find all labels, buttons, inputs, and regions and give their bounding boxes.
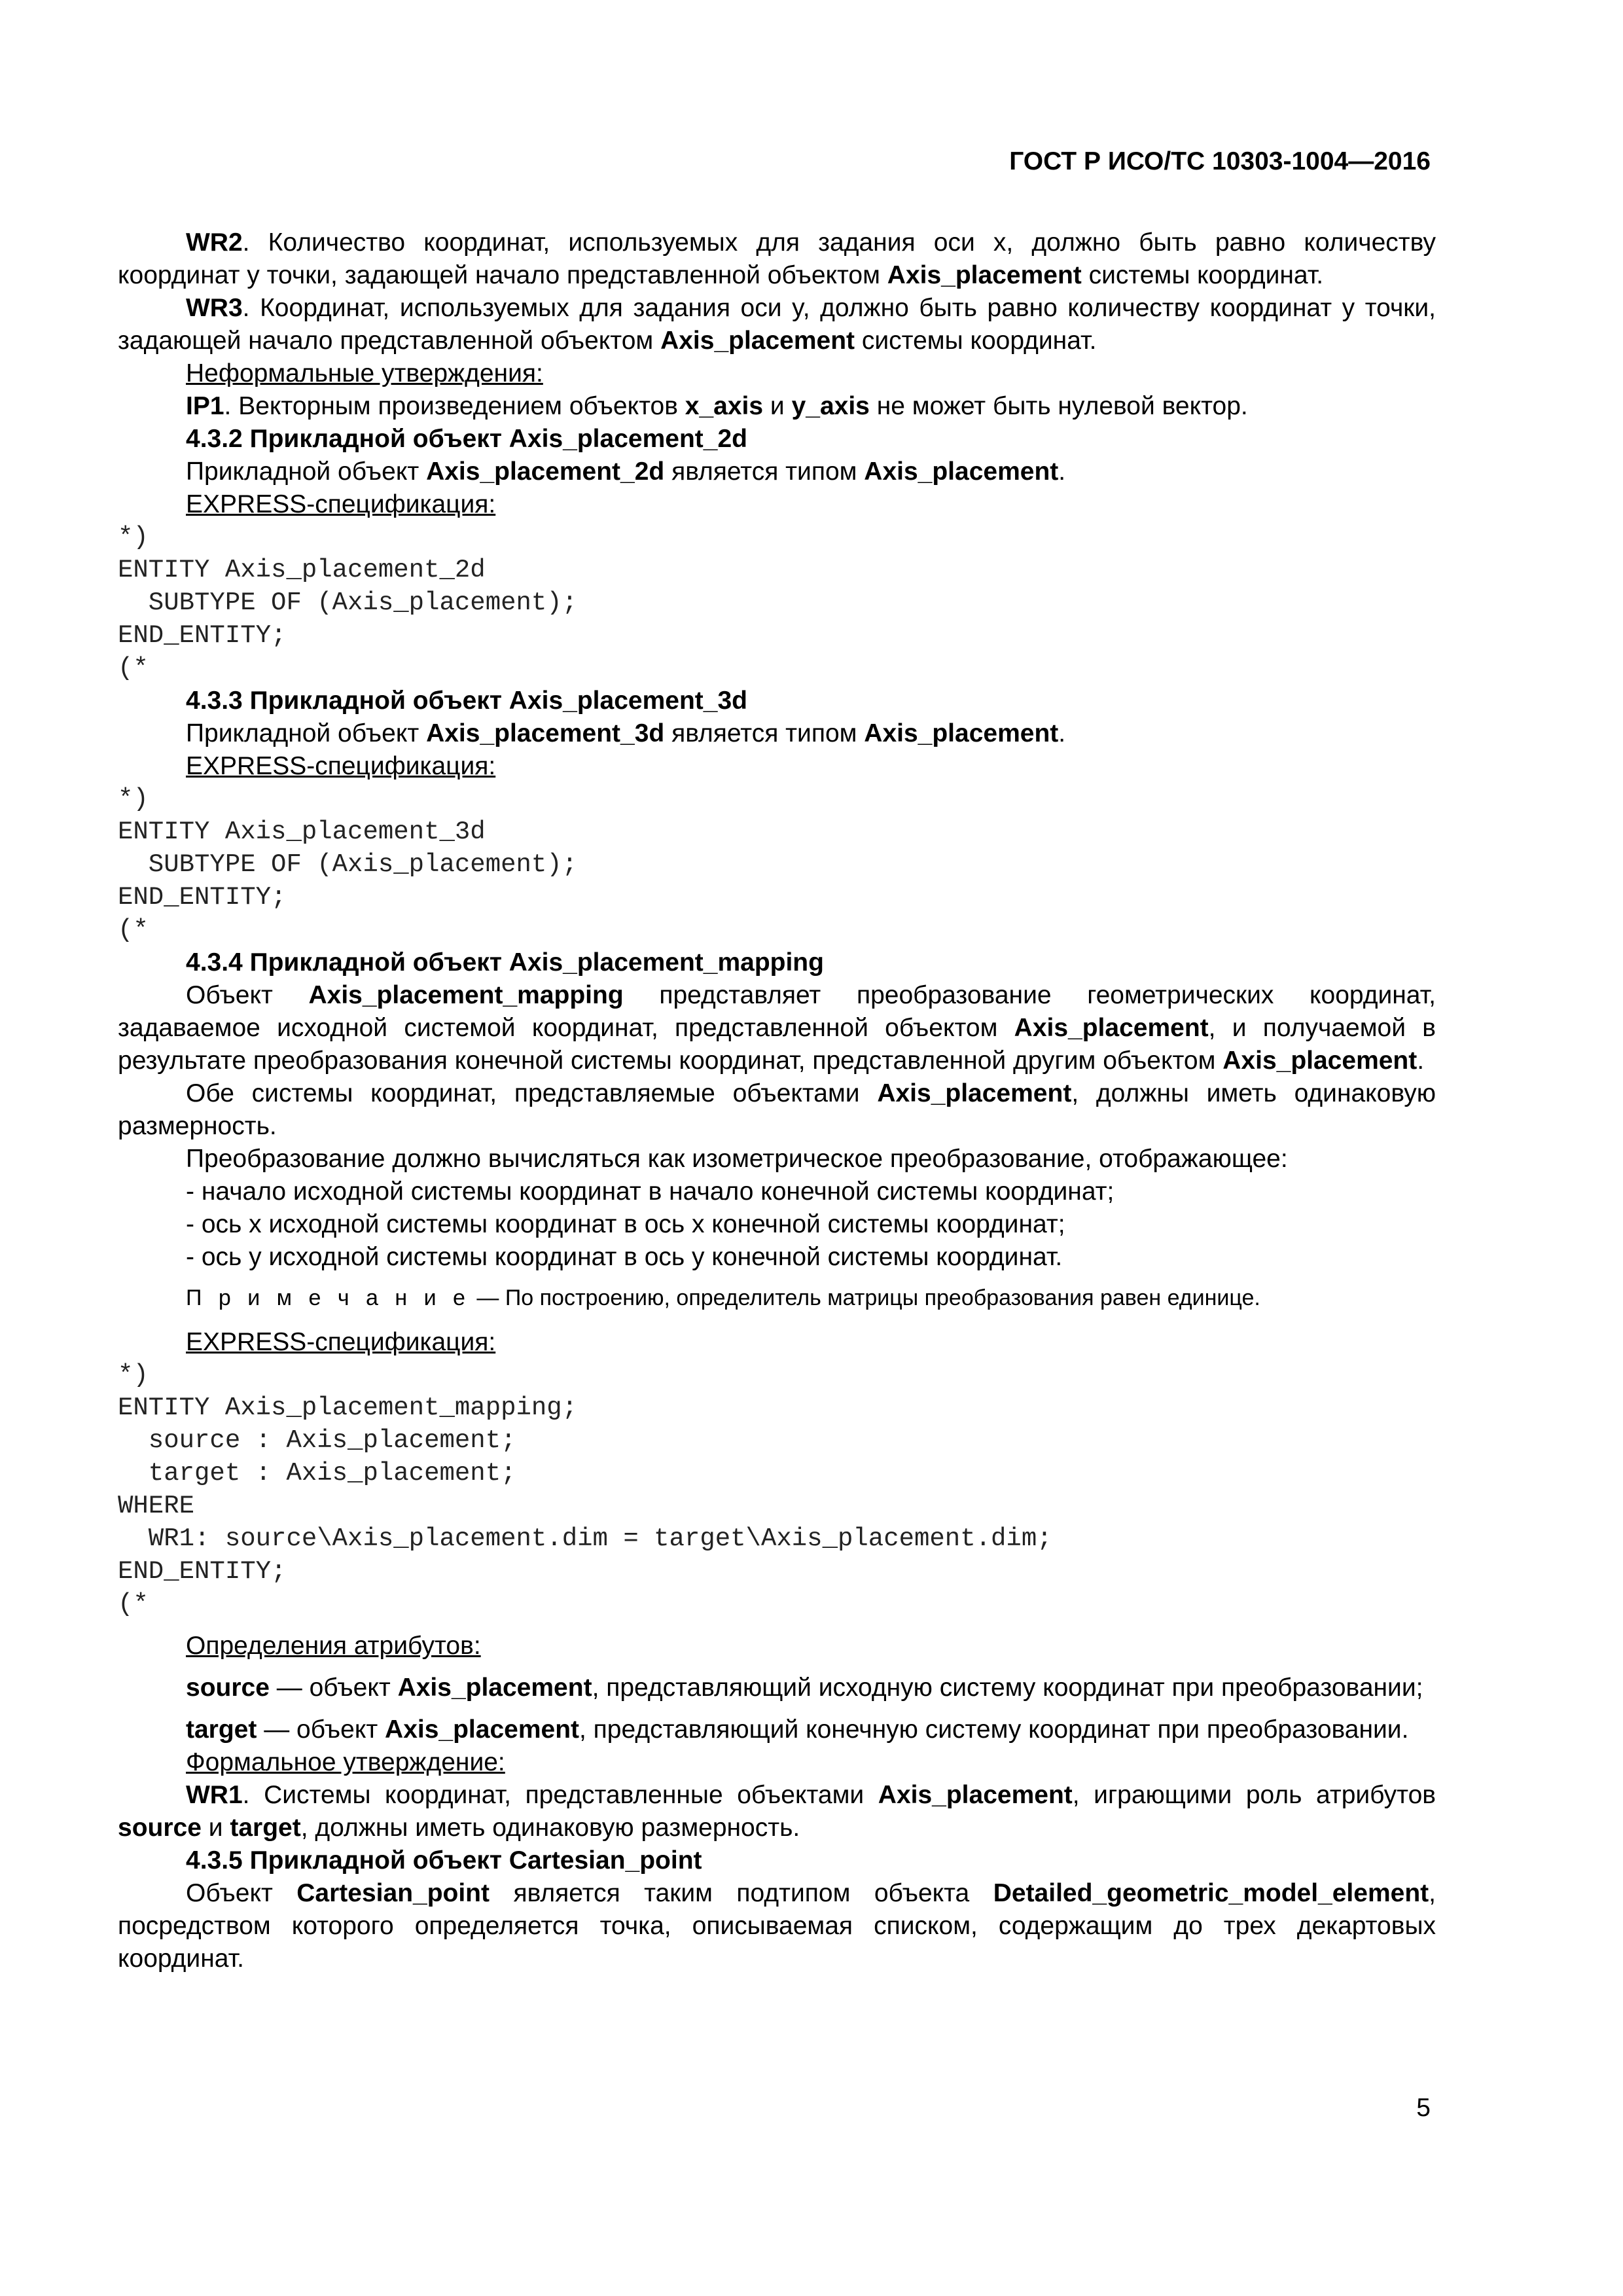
label: Неформальные утверждения:: [186, 359, 543, 387]
text: , представляющий исходную систему координат при преобразовании;: [592, 1674, 1423, 1702]
text: системы координат.: [855, 327, 1097, 355]
paragraph: Преобразование должно вычисляться как изометрическое преобразование, отображающее:: [186, 1145, 1288, 1173]
code-line: END_ENTITY;: [118, 883, 287, 912]
code-line: SUBTYPE OF (Axis_placement);: [118, 850, 578, 879]
term: Axis_placement: [864, 457, 1059, 486]
text: Прикладной объект: [186, 457, 427, 486]
section-heading-4-3-3: 4.3.3 Прикладной объект Axis_placement_3d: [186, 687, 747, 715]
text: , должны иметь одинаковую размерность.: [300, 1814, 800, 1842]
term: Axis_placement: [1014, 1014, 1209, 1042]
express-label: [118, 488, 1436, 521]
text: является таким подтипом объекта: [490, 1879, 993, 1907]
term: Axis_placement: [385, 1715, 580, 1744]
text: системы координат.: [1081, 261, 1324, 289]
text: .: [1058, 719, 1066, 747]
attribute-target: [118, 1713, 1436, 1746]
text: .: [1058, 457, 1066, 486]
paragraph: [118, 1877, 1436, 1975]
text: . Системы координат, представленные объектами: [242, 1781, 878, 1809]
label: Формальное утверждение:: [186, 1748, 505, 1776]
term: Axis_placement: [864, 719, 1059, 747]
code-line: (*: [118, 916, 149, 944]
label: EXPRESS-спецификация:: [186, 752, 496, 780]
text: Обе системы координат, представляемые объектами: [186, 1079, 878, 1107]
text: Объект: [186, 981, 309, 1009]
text: , и получаемой в результате преобразования конечной системы координат, представленной другим объектом: [118, 1014, 1436, 1075]
code-block-mapping: [118, 1359, 1436, 1621]
term: Axis_placement_2d: [426, 457, 665, 486]
express-label: [118, 1326, 1436, 1359]
note-text: — По построению, определитель матрицы преобразования равен единице.: [470, 1285, 1260, 1310]
section-heading-4-3-4: 4.3.4 Прикладной объект Axis_placement_mapping: [186, 948, 824, 977]
attribute-source: [118, 1672, 1436, 1704]
text: и: [763, 392, 792, 420]
list-item: - ось y исходной системы координат в ось y конечной системы координат.: [186, 1243, 1063, 1271]
rule-wr1: [118, 1779, 1436, 1844]
rule-id: WR3: [186, 294, 243, 322]
text: . Координат, используемых для задания оси y, должно быть равно количеству координат у точки, задающей начало представленной объектом: [118, 294, 1436, 355]
code-line: END_ENTITY;: [118, 1557, 287, 1586]
text: , посредством которого определяется точка, описываемая списком, содержащим до трех декартовых координат.: [118, 1879, 1436, 1973]
code-line: ENTITY Axis_placement_mapping;: [118, 1393, 578, 1422]
term: Detailed_geometric_model_element: [993, 1879, 1429, 1907]
code-line: source : Axis_placement;: [118, 1426, 516, 1455]
paragraph: [118, 456, 1436, 488]
term: Axis_placement_3d: [426, 719, 665, 747]
text: не может быть нулевой вектор.: [869, 392, 1248, 420]
label: EXPRESS-спецификация:: [186, 1328, 496, 1356]
term: target: [230, 1814, 301, 1842]
note: [118, 1282, 1436, 1314]
text: Прикладной объект: [186, 719, 427, 747]
code-line: (*: [118, 1590, 149, 1619]
label: Определения атрибутов:: [186, 1632, 481, 1660]
term: Axis_placement: [887, 261, 1082, 289]
term: Axis_placement: [1222, 1047, 1418, 1075]
term: Axis_placement: [877, 1079, 1072, 1107]
code-line: WR1: source\Axis_placement.dim = target\Axis_placement.dim;: [118, 1524, 1052, 1553]
text: — объект: [269, 1674, 398, 1702]
section-heading-4-3-5: 4.3.5 Прикладной объект Cartesian_point: [186, 1846, 702, 1874]
formal-label: [118, 1746, 1436, 1779]
list-item: - начало исходной системы координат в начало конечной системы координат;: [186, 1177, 1115, 1206]
text: является типом: [664, 719, 865, 747]
term: x_axis: [685, 392, 764, 420]
rule-id: WR2: [186, 228, 243, 257]
term: source: [118, 1814, 202, 1842]
term: y_axis: [791, 392, 870, 420]
code-block-3d: [118, 783, 1436, 946]
text: — объект: [257, 1715, 385, 1744]
page-body: [118, 226, 1436, 1975]
term: Axis_placement: [878, 1781, 1073, 1809]
code-line: *): [118, 523, 149, 552]
text: , играющими роль атрибутов: [1072, 1781, 1436, 1809]
paragraph: [118, 979, 1436, 1077]
term: Cartesian_point: [296, 1879, 490, 1907]
text: является типом: [664, 457, 865, 486]
text: Объект: [186, 1879, 297, 1907]
code-line: WHERE: [118, 1492, 195, 1520]
term: Axis_placement: [397, 1674, 592, 1702]
code-line: ENTITY Axis_placement_3d: [118, 817, 486, 846]
text: и: [201, 1814, 230, 1842]
code-line: SUBTYPE OF (Axis_placement);: [118, 588, 578, 617]
text: . Векторным произведением объектов: [224, 392, 685, 420]
code-block-2d: [118, 521, 1436, 685]
text: .: [1417, 1047, 1425, 1075]
code-line: *): [118, 1361, 149, 1390]
rule-ip1: [118, 390, 1436, 423]
rule-id: IP1: [186, 392, 224, 420]
text: , должны иметь одинаковую размерность.: [118, 1079, 1436, 1140]
code-line: (*: [118, 654, 149, 683]
rule-id: WR1: [186, 1781, 243, 1809]
section-heading-4-3-2: 4.3.2 Прикладной объект Axis_placement_2d: [186, 425, 747, 453]
attribute-name: source: [186, 1674, 270, 1702]
attributes-label: [118, 1630, 1436, 1662]
term: Axis_placement: [660, 327, 855, 355]
rule-wr2: [118, 226, 1436, 292]
page-number: 5: [1416, 2094, 1431, 2122]
list-item: - ось x исходной системы координат в ось x конечной системы координат;: [186, 1210, 1065, 1238]
rule-wr3: [118, 292, 1436, 357]
text: представляет преобразование геометрических координат, задаваемое исходной системой координат, представленной объектом: [118, 981, 1436, 1042]
code-line: ENTITY Axis_placement_2d: [118, 556, 486, 584]
express-label: [118, 750, 1436, 783]
paragraph: [118, 1077, 1436, 1143]
informal-label: [118, 357, 1436, 390]
code-line: END_ENTITY;: [118, 621, 287, 650]
code-line: *): [118, 785, 149, 814]
standard-header: ГОСТ Р ИСО/ТС 10303-1004—2016: [1009, 147, 1431, 175]
note-label: П р и м е ч а н и е: [186, 1285, 471, 1310]
label: EXPRESS-спецификация:: [186, 490, 496, 518]
term: Axis_placement_mapping: [308, 981, 624, 1009]
paragraph: [118, 717, 1436, 750]
attribute-name: target: [186, 1715, 257, 1744]
text: , представляющий конечную систему координат при преобразовании.: [579, 1715, 1409, 1744]
code-line: target : Axis_placement;: [118, 1459, 516, 1488]
text: . Количество координат, используемых для задания оси x, должно быть равно количеству координат у точки, задающей начало представленной объектом: [118, 228, 1436, 289]
